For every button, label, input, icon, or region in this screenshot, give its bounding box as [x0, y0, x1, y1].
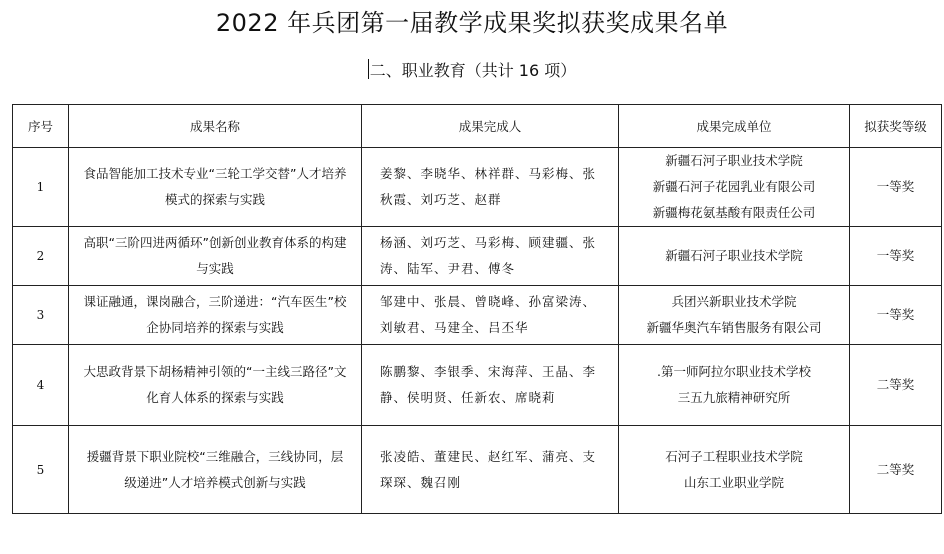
row-award: 一等奖	[850, 227, 942, 286]
unit-line: 新疆石河子职业技术学院	[665, 248, 803, 263]
row-units	[619, 148, 850, 227]
row-award: 一等奖	[850, 148, 942, 227]
document-title: 2022 年兵团第一届教学成果奖拟获奖成果名单	[215, 9, 729, 37]
row-name: 高职“三阶四进两循环”创新创业教育体系的构建与实践	[69, 227, 362, 286]
table-header-row	[13, 105, 942, 148]
unit-line: 石河子工程职业技术学院	[665, 448, 803, 464]
section-heading	[0, 58, 944, 84]
text-cursor	[368, 59, 369, 79]
header-award: 拟获奖等级	[850, 105, 942, 148]
section-heading-text: 二、职业教育（共计 16 项）	[369, 61, 577, 80]
row-name: 食品智能加工技术专业“三轮工学交替”人才培养模式的探索与实践	[69, 148, 362, 227]
row-award: 二等奖	[850, 426, 942, 514]
unit-line: .第一师阿拉尔职业技术学校	[657, 364, 811, 379]
header-units: 成果完成单位	[619, 105, 850, 148]
row-units	[619, 227, 850, 286]
row-index: 1	[13, 148, 69, 227]
row-index: 4	[13, 345, 69, 426]
row-units	[619, 286, 850, 345]
unit-line: 兵团兴新职业技术学院	[671, 294, 797, 309]
row-people: 邹建中、张晨、曾晓峰、孙富梁涛、刘敏君、马建全、吕丕华	[362, 286, 619, 345]
unit-line: 新疆梅花氨基酸有限责任公司	[652, 205, 816, 220]
table-row	[13, 286, 942, 345]
row-people: 陈鹏黎、李银季、宋海萍、王晶、李静、侯明贤、任新农、席晓莉	[362, 345, 619, 426]
header-index: 序号	[13, 105, 69, 148]
row-people: 杨涵、刘巧芝、马彩梅、顾建疆、张涛、陆军、尹君、傅冬	[362, 227, 619, 286]
results-table	[12, 104, 942, 514]
row-name: 援疆背景下职业院校“三维融合，三线协同，层级递进”人才培养模式创新与实践	[69, 426, 362, 514]
row-people: 姜黎、李晓华、林祥群、马彩梅、张秋霞、刘巧芝、赵群	[362, 148, 619, 227]
header-people: 成果完成人	[362, 105, 619, 148]
row-index: 3	[13, 286, 69, 345]
row-index: 2	[13, 227, 69, 286]
unit-line: 山东工业职业学院	[683, 474, 784, 490]
row-award: 一等奖	[850, 286, 942, 345]
row-name: 课证融通，课岗融合，三阶递进：“汽车医生”校企协同培养的探索与实践	[69, 286, 362, 345]
unit-line: 三五九旅精神研究所	[677, 390, 791, 405]
unit-line: 新疆华奥汽车销售服务有限公司	[646, 320, 822, 335]
row-award: 二等奖	[850, 345, 942, 426]
table-row	[13, 148, 942, 227]
table-row	[13, 227, 942, 286]
unit-line: 新疆石河子花园乳业有限公司	[652, 179, 816, 194]
row-name: 大思政背景下胡杨精神引领的“一主线三路径”文化育人体系的探索与实践	[69, 345, 362, 426]
unit-line: 新疆石河子职业技术学院	[665, 153, 803, 168]
row-units	[619, 426, 850, 514]
table-row	[13, 426, 942, 514]
row-units	[619, 345, 850, 426]
row-people: 张凌皓、董建民、赵红军、蒲亮、支琛琛、魏召刚	[362, 426, 619, 514]
table-row	[13, 345, 942, 426]
row-index: 5	[13, 426, 69, 514]
header-name: 成果名称	[69, 105, 362, 148]
